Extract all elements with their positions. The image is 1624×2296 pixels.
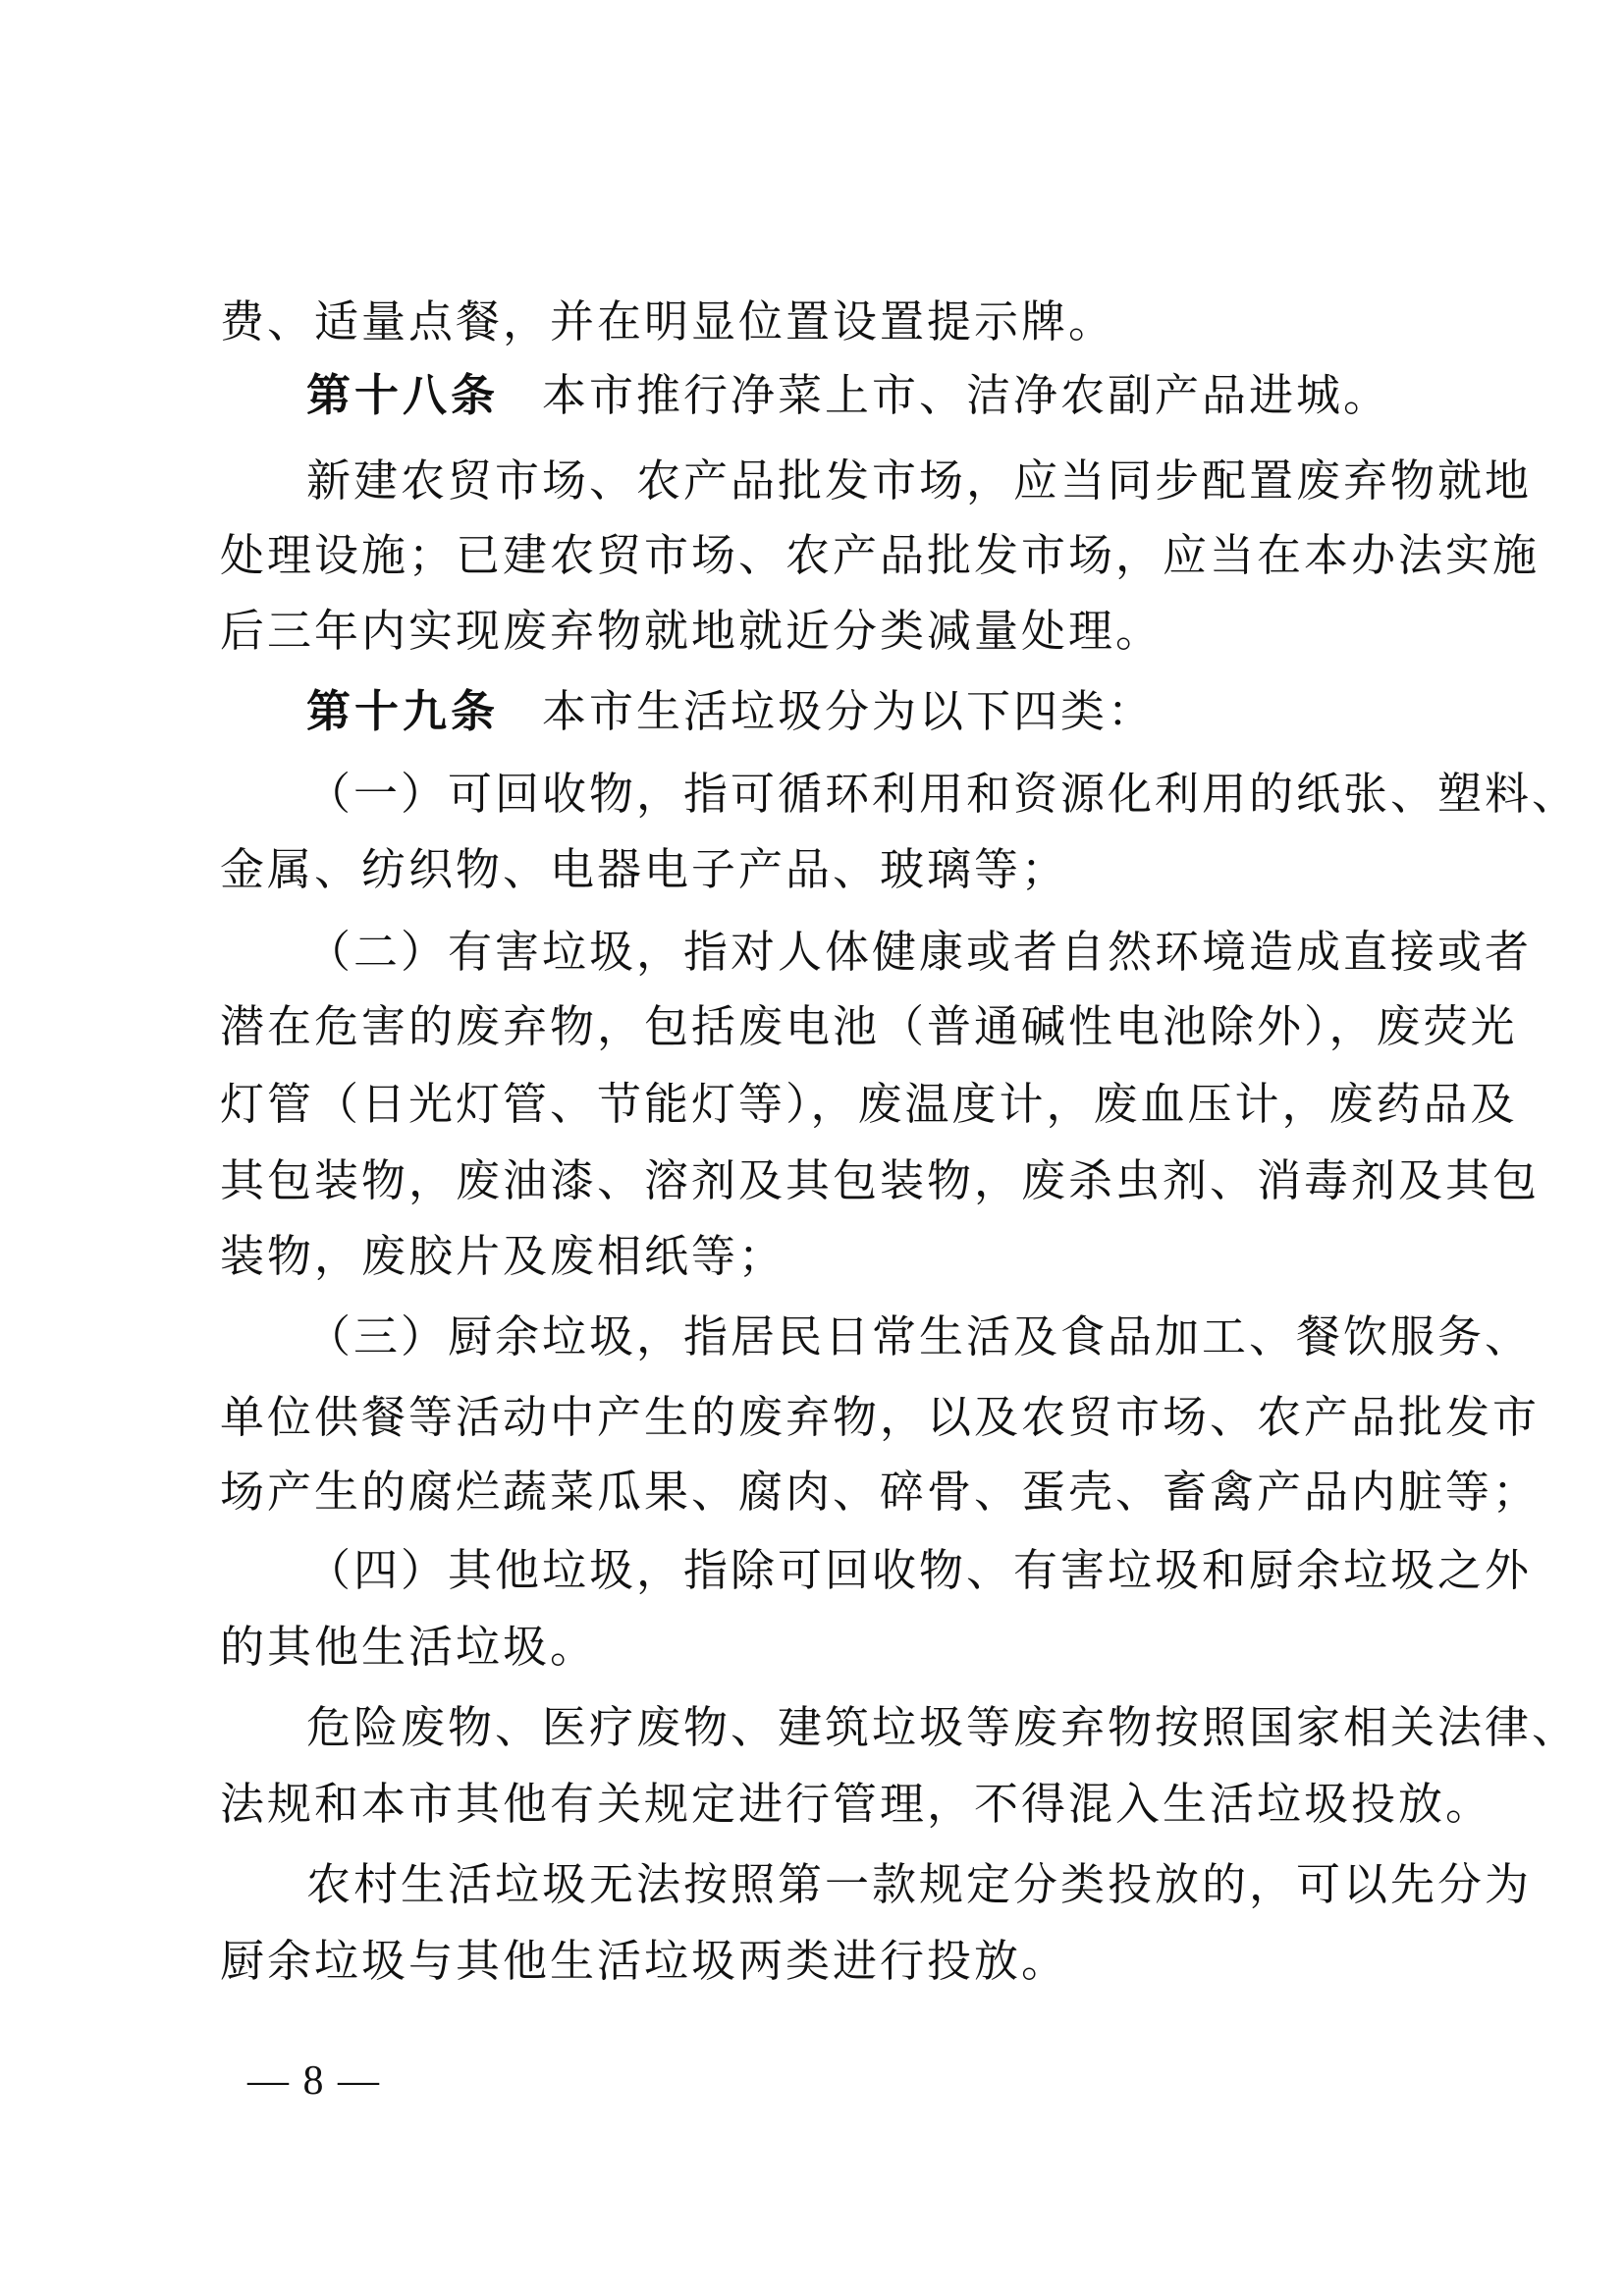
text-line-13: 装物，废胶片及废相纸等； [220, 1230, 786, 1282]
text-line-15: 单位供餐等活动中产生的废弃物，以及农贸市场、农产品批发市 [220, 1391, 1541, 1443]
text-line-20: 法规和本市其他有关规定进行管理，不得混入生活垃圾投放。 [220, 1778, 1493, 1830]
article-19-paragraph [306, 672, 1514, 751]
text-line-3: 新建农贸市场、农产品批发市场，应当同步配置废弃物就地 [306, 454, 1533, 507]
text-line-5: 后三年内实现废弃物就地就近分类减量处理。 [220, 605, 1164, 657]
text-line-8: 金属、纺织物、电器电子产品、玻璃等； [220, 843, 1069, 895]
text-line-11: 灯管（日光灯管、节能灯等），废温度计，废血压计，废药品及 [220, 1078, 1518, 1130]
article-18-heading: 第十八条 [306, 369, 500, 421]
text-line-7: （一）可回收物，指可循环利用和资源化利用的纸张、塑料、 [306, 768, 1580, 820]
page-number: — 8 — [247, 2058, 381, 2104]
text-line-14: （三）厨余垃圾，指居民日常生活及食品加工、餐饮服务、 [306, 1310, 1533, 1362]
article-18-text: 本市推行净菜上市、洁净农副产品进城。 [542, 369, 1391, 421]
text-line-16: 场产生的腐烂蔬菜瓜果、腐肉、碎骨、蛋壳、畜禽产品内脏等； [220, 1466, 1541, 1518]
text-line-4: 处理设施；已建农贸市场、农产品批发市场，应当在本办法实施 [220, 529, 1541, 581]
text-line-10: 潜在危害的废弃物，包括废电池（普通碱性电池除外），废荧光 [220, 1000, 1518, 1052]
text-line-1: 费、适量点餐，并在明显位置设置提示牌。 [220, 295, 1116, 347]
text-line-17: （四）其他垃圾，指除可回收物、有害垃圾和厨余垃圾之外 [306, 1544, 1533, 1596]
article-19-text: 本市生活垃圾分为以下四类： [542, 685, 1156, 737]
text-line-22: 厨余垃圾与其他生活垃圾两类进行投放。 [220, 1935, 1069, 1987]
text-line-19: 危险废物、医疗废物、建筑垃圾等废弃物按照国家相关法律、 [306, 1701, 1580, 1753]
text-line-9: （二）有害垃圾，指对人体健康或者自然环境造成直接或者 [306, 926, 1533, 978]
text-line-21: 农村生活垃圾无法按照第一款规定分类投放的，可以先分为 [306, 1858, 1533, 1910]
text-line-18: 的其他生活垃圾。 [220, 1621, 598, 1673]
article-18-paragraph [306, 356, 1514, 435]
text-line-12: 其包装物，废油漆、溶剂及其包装物，废杀虫剂、消毒剂及其包 [220, 1154, 1541, 1206]
article-19-heading: 第十九条 [306, 685, 500, 737]
